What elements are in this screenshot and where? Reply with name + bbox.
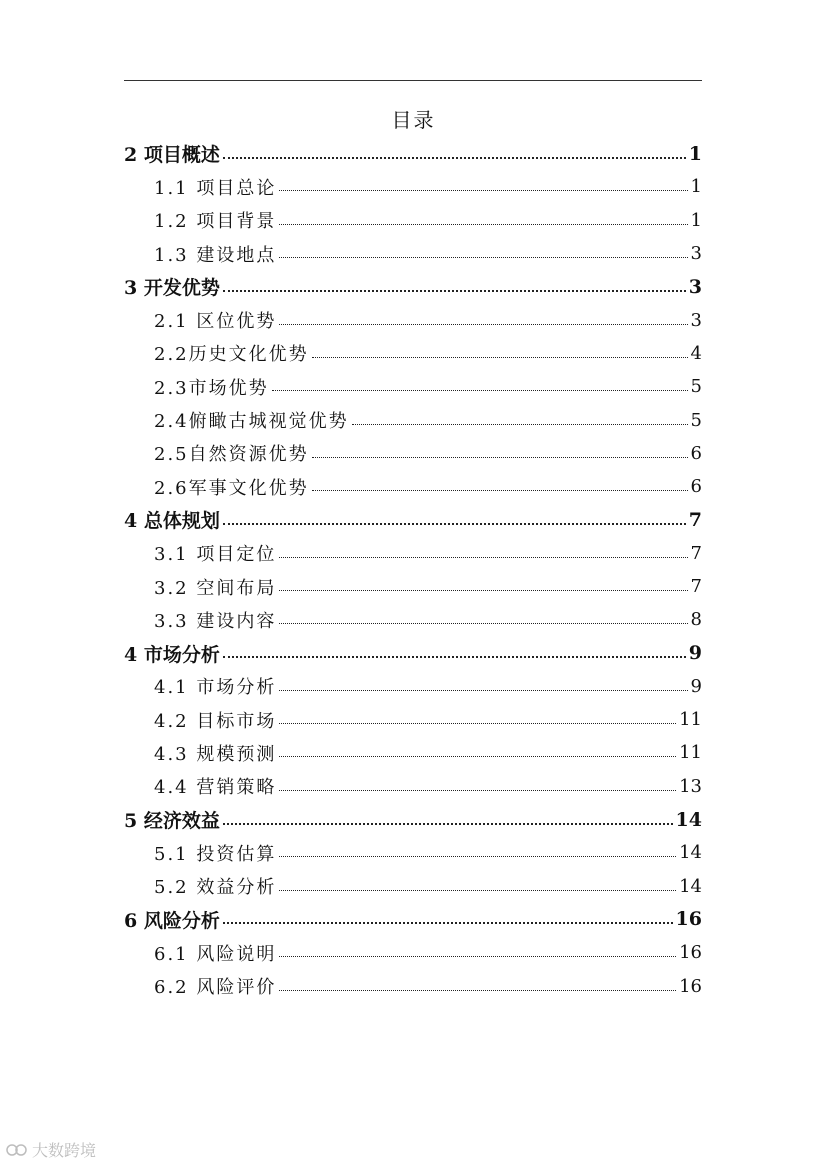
dot-leader [223,922,673,924]
toc-entry-label: 4.2 目标市场 [154,710,277,732]
dot-leader [352,424,688,425]
toc-entry[interactable] [124,170,702,203]
dot-leader [279,623,687,624]
toc-entry-label: 4 总体规划 [124,510,220,533]
toc-entry[interactable] [124,603,702,636]
toc-entry[interactable] [124,370,702,403]
dot-leader [312,490,688,491]
toc-entry[interactable] [124,703,702,736]
dot-leader [223,656,686,658]
toc-entry[interactable] [124,503,702,536]
toc-entry[interactable] [124,137,702,170]
dot-leader [279,790,676,791]
toc-entry-label: 6.2 风险评价 [154,977,277,999]
toc-entry-label: 1.1 项目总论 [154,177,277,199]
toc-entry-page: 1 [690,176,702,198]
toc-entry-page: 9 [690,675,702,697]
toc-entry[interactable] [124,736,702,769]
toc-entry-label: 2 项目概述 [124,144,220,167]
toc-entry-label: 2.5自然资源优势 [154,444,309,466]
toc-entry-label: 1.2 项目背景 [154,211,277,233]
toc-entry[interactable] [124,403,702,436]
toc-entry[interactable] [124,270,702,303]
dot-leader [279,756,676,757]
toc-entry-page: 16 [679,942,702,964]
toc-entry-page: 6 [690,476,702,498]
toc-entry-label: 4.3 规模预测 [154,743,277,765]
dot-leader [312,357,688,358]
header-rule [124,80,702,81]
toc-entry-label: 2.3市场优势 [154,377,269,399]
toc-entry[interactable] [124,903,702,936]
toc-entry-label: 3.2 空间布局 [154,577,277,599]
toc-entry-page: 9 [688,642,702,665]
toc-entry-label: 3.1 项目定位 [154,544,277,566]
toc-entry-label: 4.1 市场分析 [154,677,277,699]
toc-entry-page: 3 [690,309,702,331]
toc-entry-page: 5 [690,376,702,398]
toc-entry-label: 1.3 建设地点 [154,244,277,266]
dot-leader [279,890,676,891]
watermark [6,1138,96,1161]
toc-entry[interactable] [124,936,702,969]
toc-entry[interactable] [124,836,702,869]
toc-entry-page: 6 [690,442,702,464]
toc-title: 目录 [391,108,436,132]
toc-entry-label: 6.1 风险说明 [154,943,277,965]
dot-leader [279,690,687,691]
toc-entry[interactable] [124,636,702,669]
toc-entry-page: 7 [688,508,702,531]
toc-entry[interactable] [124,237,702,270]
dot-leader [223,523,686,525]
toc-entry-page: 11 [679,709,702,731]
dot-leader [279,856,676,857]
toc-entry-label: 2.4俯瞰古城视觉优势 [154,411,349,433]
dot-leader [223,823,673,825]
toc-entry-label: 2.6军事文化优势 [154,477,309,499]
toc-entry-page: 5 [690,409,702,431]
toc-entry[interactable] [124,337,702,370]
toc-entry[interactable] [124,537,702,570]
dot-leader [223,157,686,159]
toc-entry-label: 5.2 效益分析 [154,877,277,899]
toc-entry-page: 3 [690,243,702,265]
dot-leader [279,257,687,258]
dot-leader [279,224,687,225]
dot-leader [279,956,676,957]
toc-entry-label: 2.1 区位优势 [154,311,277,333]
toc-entry[interactable] [124,969,702,1002]
toc-entry[interactable] [124,870,702,903]
toc-entry-page: 16 [675,908,702,931]
toc-entry-page: 1 [688,142,702,165]
toc-entry[interactable] [124,204,702,237]
dot-leader [312,457,688,458]
toc-entry[interactable] [124,770,702,803]
toc-entry-label: 2.2历史文化优势 [154,344,309,366]
toc-entry-label: 5 经济效益 [124,810,220,833]
dot-leader [279,324,687,325]
watermark-text: 大数跨境 [32,1141,97,1160]
toc-entry[interactable] [124,803,702,836]
toc-entry[interactable] [124,570,702,603]
dot-leader [279,990,676,991]
toc-entry[interactable] [124,670,702,703]
toc-entry-label: 4 市场分析 [124,643,220,666]
toc-entry-label: 5.1 投资估算 [154,843,277,865]
toc-entry-label: 6 风险分析 [124,909,220,932]
dot-leader [279,557,687,558]
toc-entry-page: 8 [690,609,702,631]
dot-leader [223,290,686,292]
toc-entry-page: 13 [679,775,702,797]
logo-icon [6,1142,28,1158]
toc-entry-page: 14 [679,875,702,897]
table-of-contents [124,137,702,1003]
toc-entry-page: 1 [690,209,702,231]
toc-entry-label: 4.4 营销策略 [154,777,277,799]
toc-entry-page: 7 [690,542,702,564]
toc-entry-label: 3 开发优势 [124,277,220,300]
toc-entry[interactable] [124,437,702,470]
dot-leader [279,723,676,724]
toc-entry-page: 14 [675,808,702,831]
dot-leader [279,190,687,191]
dot-leader [279,590,687,591]
toc-entry[interactable] [124,303,702,336]
toc-entry-page: 7 [690,576,702,597]
toc-entry-page: 3 [688,275,702,298]
dot-leader [272,390,688,391]
toc-entry-page: 11 [679,742,702,764]
toc-entry[interactable] [124,470,702,503]
toc-entry-page: 14 [679,842,702,864]
toc-entry-page: 16 [679,975,702,997]
toc-entry-page: 4 [690,342,702,364]
toc-entry-label: 3.3 建设内容 [154,610,277,632]
